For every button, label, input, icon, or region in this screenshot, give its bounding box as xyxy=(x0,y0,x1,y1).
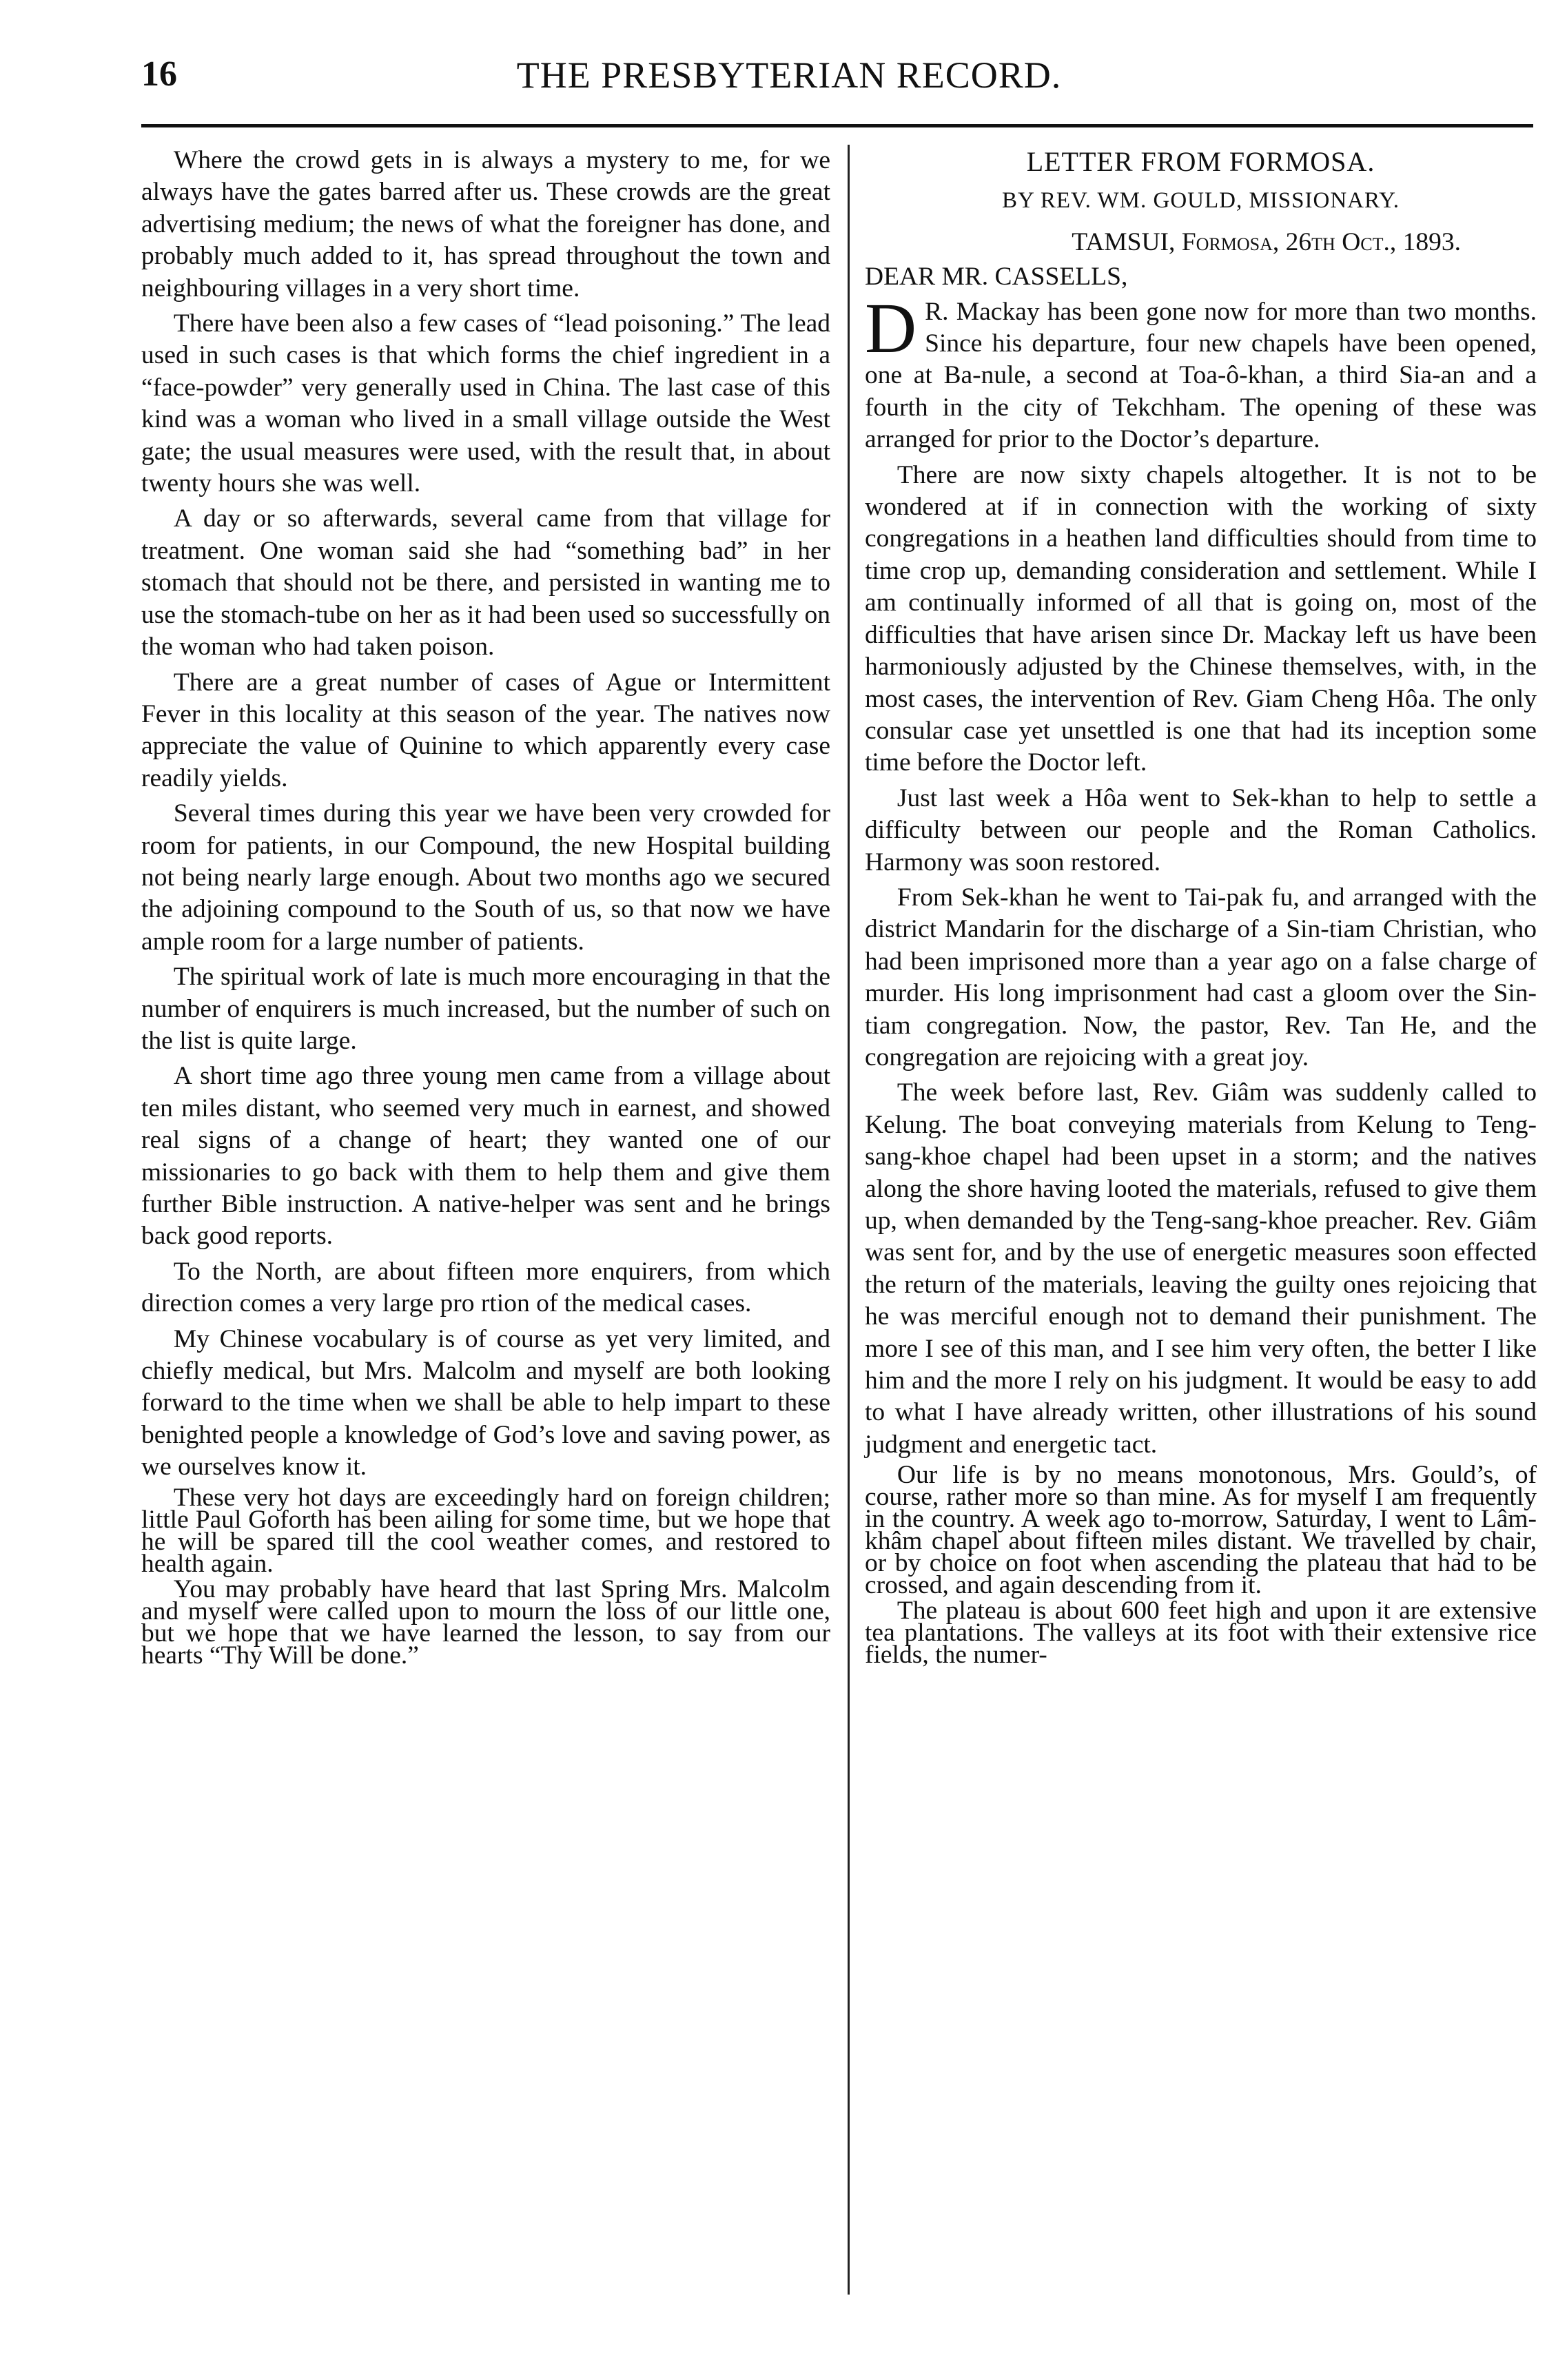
left-column xyxy=(141,145,830,1670)
paragraph: From Sek-khan he went to Tai-pak fu, and arranged with the district Mandarin for the discharge of a Sin-tiam Christian, who had been imprisoned more than a year ago on a false charge of murder. His long imprisonment had cast a gloom over the Sin-tiam congregation. Now, the pastor, Rev. Tan He, and the congregation are rejoicing with a great joy. xyxy=(865,883,1537,1071)
paragraph: The week before last, Rev. Giâm was suddenly called to Kelung. The boat conveying materials from Kelung to Teng-sang-khoe chapel had been upset in a storm; and the natives along the shore having looted the materials, refused to give them up, when demanded by the Teng-sang-khoe preacher. Rev. Giâm was sent for, and by the use of energetic measures soon effected the return of the materials, leaving the guilty ones rejoicing that he was merciful enough not to demand their punishment. The more I see of this man, and I see him very often, the better I like him and the more I rely on his judgment. It would be easy to add to what I have already written, other illustrations of his sound judgment and energetic tact. xyxy=(865,1078,1537,1459)
paragraph: A short time ago three young men came from a village about ten miles distant, who seemed very much in earnest, and showed real signs of a change of heart; they wanted one of our missionaries to go back with them to help them and give them further Bible instruction. A native-helper was sent and he brings back good reports. xyxy=(141,1062,830,1251)
column-divider xyxy=(848,145,850,2295)
paragraph: Our life is by no means monotonous, Mrs. Gould’s, of course, rather more so than mine. As for myself I am frequently in the country. A week ago to-morrow, Saturday, I went to Lâm-khâm chapel about fifteen miles distant. We travelled by chair, or by choice on foot when ascending the plateau that had to be crossed, and again descending from it. xyxy=(865,1461,1537,1600)
paragraph: The spiritual work of late is much more encouraging in that the number of enquirers is much increased, but the number of such on the list is quite large. xyxy=(141,963,830,1055)
first-paragraph xyxy=(865,288,1537,456)
page-header xyxy=(141,48,1437,110)
paragraph: To the North, are about fifteen more enquirers, from which direction comes a very large pro rtion of the medical cases. xyxy=(141,1257,830,1318)
first-paragraph-text: R. Mackay has been gone now for more than two months. Since his departure, four new chapels have been opened, one at Ba-nule, a second at Toa-ô-khan, a third Sia-an and a fourth in the city of Tekchham. The opening of these was arranged for prior to the Doctor’s departure. xyxy=(865,297,1537,454)
paragraph: There are a great number of cases of Ague or Intermittent Fever in this locality at this season of the year. The natives now appreciate the value of Quinine to which apparently every case readily yields. xyxy=(141,668,830,792)
letter-title: LETTER FROM FORMOSA. xyxy=(1026,146,1375,177)
paragraph: Where the crowd gets in is always a mystery to me, for we always have the gates barred after us. These crowds are the great advertising medium; the news of what the foreigner has done, and probably much added to it, has spread throughout the town and neighbouring villages in a very short time. xyxy=(141,146,830,302)
salutation: DEAR MR. CASSELLS, xyxy=(865,263,1128,291)
dateline: TAMSUI, Formosa, 26th Oct., 1893. xyxy=(1072,227,1461,256)
paragraph: These very hot days are exceedingly hard on foreign children; little Paul Goforth has been ailing for some time, but we hope that he will be spared till the cool weather comes, and restored to health again. xyxy=(141,1483,830,1578)
page-number: 16 xyxy=(141,54,177,94)
paragraph: The plateau is about 600 feet high and upon it are extensive tea plantations. The valleys at its foot with their extensive rice fields, the numer- xyxy=(865,1597,1537,1670)
paragraph: There are now sixty chapels altogether. It is not to be wondered at if in connection with the working of sixty congregations in a heathen land difficulties should from time to time crop up, demanding consideration and settlement. While I am continually informed of all that is going on, most of the difficulties that have arisen since Dr. Mackay left us have been harmoniously adjusted by the Chinese themselves, with, in the most cases, the intervention of Rev. Giam Cheng Hôa. The only consular case yet unsettled is one that had its inception some time before the Doctor left. xyxy=(865,460,1537,777)
paragraph: My Chinese vocabulary is of course as yet very limited, and chiefly medical, but Mrs. Malcolm and myself are both looking forward to the time when we shall be able to help impart to these benighted people a knowledge of God’s love and saving power, as we ourselves know it. xyxy=(141,1324,830,1481)
paragraph: Several times during this year we have been very crowded for room for patients, in our Compound, the new Hospital building not being nearly large enough. About two months ago we secured the adjoining compound to the South of us, so that now we have ample room for a large number of patients. xyxy=(141,799,830,956)
paragraph: There have been also a few cases of “lead poisoning.” The lead used in such cases is that which forms the chief ingredient in a “face-powder” very generally used in China. The last case of this kind was a woman who lived in a small village outside the West gate; the usual measures were used, with the result that, in about twenty hours she was well. xyxy=(141,309,830,498)
paragraph: A day or so afterwards, several came from that village for treatment. One woman said she had “something bad” in her stomach that should not be there, and persisted in wanting me to use the stomach-tube on her as it had been used so successfully on the woman who had taken poison. xyxy=(141,504,830,661)
running-title: THE PRESBYTERIAN RECORD. xyxy=(516,54,1062,96)
paragraph: Just last week a Hôa went to Sek-khan to help to settle a difficulty between our people and the Roman Catholics. Harmony was soon restored. xyxy=(865,783,1537,876)
header-rule xyxy=(141,124,1533,127)
byline: BY REV. WM. GOULD, MISSIONARY. xyxy=(1001,188,1400,214)
drop-cap: D xyxy=(865,288,917,368)
right-column xyxy=(865,145,1537,1670)
paragraph: You may probably have heard that last Spring Mrs. Malcolm and myself were called upon to mourn the loss of our little one, but we hope that we have learned the lesson, to say from our hearts “Thy Will be done.” xyxy=(141,1574,830,1670)
